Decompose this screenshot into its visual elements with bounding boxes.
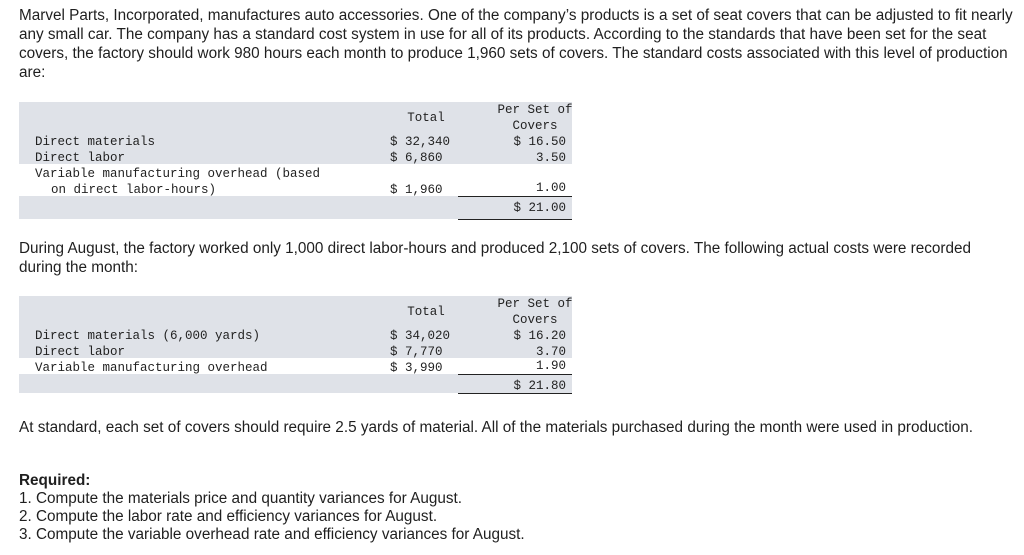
subtotal-rule — [458, 374, 572, 375]
column-header-per-set: Covers — [512, 119, 558, 133]
row-per-set: 1.90 — [535, 359, 566, 373]
row-total: $ 32,340 — [390, 135, 451, 149]
row-per-set: $ 16.50 — [513, 135, 566, 149]
grand-total-per-set: $ 21.80 — [513, 379, 566, 393]
column-header-per-set: Per Set of — [497, 297, 573, 311]
subtotal-rule — [458, 196, 572, 197]
row-label: Direct materials (6,000 yards) — [35, 329, 261, 343]
row-total: $ 3,990 — [390, 361, 443, 375]
row-per-set: 3.70 — [535, 345, 566, 359]
required-item: 1. Compute the materials price and quantity variances for August. — [19, 490, 462, 507]
column-header-total: Total — [407, 111, 445, 125]
row-per-set: 3.50 — [535, 151, 566, 165]
column-header-per-set: Per Set of — [497, 103, 573, 117]
row-total: $ 6,860 — [390, 151, 443, 165]
row-label-continued: on direct labor-hours) — [51, 183, 217, 197]
row-total: $ 7,770 — [390, 345, 443, 359]
total-rule — [458, 393, 572, 394]
required-item: 3. Compute the variable overhead rate and efficiency variances for August. — [19, 526, 525, 543]
intro-paragraph: Marvel Parts, Incorporated, manufactures auto accessories. One of the company’s products is a set of seat covers that can be adjusted to fit nearly any small car. The company has a standard cost system in use for all of its products. According to the standards that have been set for the seat covers, the factory should work 980 hours each month to produce 1,960 sets of covers. The standard costs associated with this level of production are: — [19, 7, 1013, 81]
column-header-total: Total — [407, 305, 445, 319]
total-rule — [458, 219, 572, 220]
column-header-per-set: Covers — [512, 313, 558, 327]
required-item: 2. Compute the labor rate and efficiency variances for August. — [19, 508, 438, 525]
standard-cost-table — [19, 102, 572, 220]
grand-total-per-set: $ 21.00 — [513, 201, 566, 215]
row-per-set: $ 16.20 — [513, 329, 566, 343]
row-total: $ 34,020 — [390, 329, 451, 343]
row-label: Variable manufacturing overhead — [35, 361, 268, 375]
required-section — [19, 472, 525, 544]
row-total: $ 1,960 — [390, 183, 443, 197]
row-label: Direct labor — [35, 151, 126, 165]
row-label: Direct materials — [35, 135, 156, 149]
row-per-set: 1.00 — [535, 181, 566, 195]
middle-paragraph: During August, the factory worked only 1,000 direct labor-hours and produced 2,100 sets of covers. The following actual costs were recorded during the month: — [19, 240, 972, 276]
required-title: Required: — [19, 472, 91, 489]
row-label: Direct labor — [35, 345, 126, 359]
row-label: Variable manufacturing overhead (based — [35, 167, 321, 181]
actual-cost-table — [19, 296, 572, 394]
closing-paragraph: At standard, each set of covers should require 2.5 yards of material. All of the materials purchased during the month were used in production. — [19, 419, 974, 436]
